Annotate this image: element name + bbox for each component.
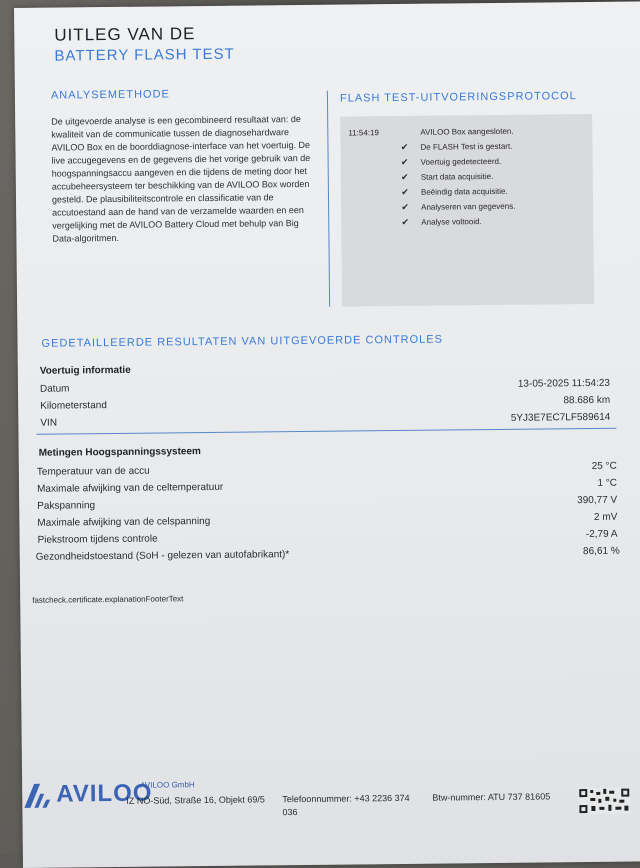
protocol-row xyxy=(349,202,515,213)
protocol-row xyxy=(349,172,494,183)
result-label: VIN xyxy=(40,417,58,429)
protocol-time xyxy=(349,218,389,227)
result-row-mileage xyxy=(40,395,610,412)
result-value: 88.686 km xyxy=(563,394,611,407)
protocol-box xyxy=(340,114,594,307)
qr-code-icon xyxy=(578,788,630,815)
result-value: 86,61 % xyxy=(582,545,620,558)
vehicle-info-title: Voertuig informatie xyxy=(39,364,131,377)
protocol-row xyxy=(349,157,502,168)
result-label: Piekstroom tijdens controle xyxy=(37,533,158,546)
check-icon: ✔ xyxy=(400,156,409,167)
protocol-label: De FLASH Test is gestart. xyxy=(420,141,513,152)
check-icon: ✔ xyxy=(400,141,409,152)
result-row-pack-voltage xyxy=(37,495,617,512)
protocol-heading: FLASH TEST-UITVOERINGSPROTOCOL xyxy=(339,90,577,105)
protocol-label: AVILOO Box aangesloten. xyxy=(420,126,514,137)
result-value: 25 °C xyxy=(591,460,617,472)
result-label: Temperatuur van de accu xyxy=(36,465,150,478)
protocol-label: Beëindig data acquisitie. xyxy=(420,186,508,197)
result-label: Kilometerstand xyxy=(40,400,107,412)
result-value: -2,79 A xyxy=(585,528,618,541)
result-label: Datum xyxy=(39,383,70,395)
page-title-line1: UITLEG VAN DE xyxy=(54,24,196,45)
protocol-row xyxy=(349,187,508,198)
result-value: 390,77 V xyxy=(577,494,618,507)
result-value: 13-05-2025 11:54:23 xyxy=(517,377,611,390)
aviloo-logo-icon xyxy=(22,780,56,810)
result-label: Pakspanning xyxy=(37,500,96,512)
footer-explanation: fastcheck.certificate.explanationFooterText xyxy=(32,594,184,605)
check-icon: ✔ xyxy=(401,201,409,212)
protocol-time xyxy=(348,143,388,152)
page-title-line2: BATTERY FLASH TEST xyxy=(54,45,235,65)
result-row-soh xyxy=(36,546,620,563)
result-value: 1 °C xyxy=(597,477,618,489)
result-row-vin xyxy=(40,412,610,429)
check-icon xyxy=(388,128,420,137)
protocol-time: 11:54:19 xyxy=(348,128,379,138)
protocol-label: Voertuig gedetecteerd. xyxy=(420,156,502,167)
protocol-row xyxy=(348,142,512,153)
check-icon: ✔ xyxy=(401,186,409,197)
check-icon: ✔ xyxy=(400,171,409,182)
analysis-text: De uitgevoerde analyse is een gecombineerd resultaat van: de kwaliteit van de communicatie tussen de diagnosehardware AVILOO Box en de boorddiagnose-interface van het voertuig. De live accugegevens en de gegevens die het vorige gebruik van de hoogspanningsaccu aangeven en die tijdens de meting door het accubeheersysteem ter beschikking van de AVILOO Box worden gesteld. De plausibiliteitscontrole en classificatie van de accutoestand aan de hand van de verzamelde waarden en een vergelijking met de AVILOO Battery Cloud met behulp van Big Data-algoritmen. xyxy=(51,114,311,244)
check-icon: ✔ xyxy=(401,216,410,227)
result-value: 5YJ3E7EC7LF589614 xyxy=(510,411,611,424)
logo-wordmark: AVILOO xyxy=(56,779,153,808)
company-phone: Telefoonnummer: +43 2236 374 036 xyxy=(282,792,410,818)
protocol-row xyxy=(349,217,482,227)
result-row-cell-voltage-dev xyxy=(37,512,617,529)
protocol-label: Analyse voltooid. xyxy=(421,217,482,227)
result-row-peak-current xyxy=(38,529,618,546)
result-row-cell-temp-dev xyxy=(37,478,617,495)
company-name: AVILOO GmbH xyxy=(140,780,195,790)
protocol-label: Analyseren van gegevens. xyxy=(421,201,516,212)
result-row-date xyxy=(40,378,610,395)
protocol-time xyxy=(349,173,389,182)
results-heading: GEDETAILLEERDE RESULTATEN VAN UITGEVOERDE CONTROLES xyxy=(41,333,443,350)
result-label: Maximale afwijking van de celspanning xyxy=(37,515,211,529)
section-divider xyxy=(36,428,616,435)
result-row-battery-temp xyxy=(37,461,617,478)
result-value: 2 mV xyxy=(593,511,618,523)
certificate-page xyxy=(14,1,640,868)
company-vat: Btw-nummer: ATU 737 81605 xyxy=(432,791,551,803)
protocol-time xyxy=(349,203,389,212)
protocol-time xyxy=(349,158,389,167)
hv-system-title: Metingen Hoogspanningssysteem xyxy=(38,446,201,459)
result-label: Maximale afwijking van de celtemperatuur xyxy=(36,481,224,495)
protocol-time xyxy=(349,188,389,197)
company-address: IZ NÖ-Süd, Straße 16, Objekt 69/5 xyxy=(126,794,265,806)
analysis-heading: ANALYSEMETHODE xyxy=(50,88,170,102)
protocol-row xyxy=(348,127,513,138)
result-label: Gezondheidstoestand (SoH - gelezen van autofabrikant)* xyxy=(35,549,290,563)
protocol-label: Start data acquisitie. xyxy=(420,171,494,182)
column-divider xyxy=(327,91,330,307)
